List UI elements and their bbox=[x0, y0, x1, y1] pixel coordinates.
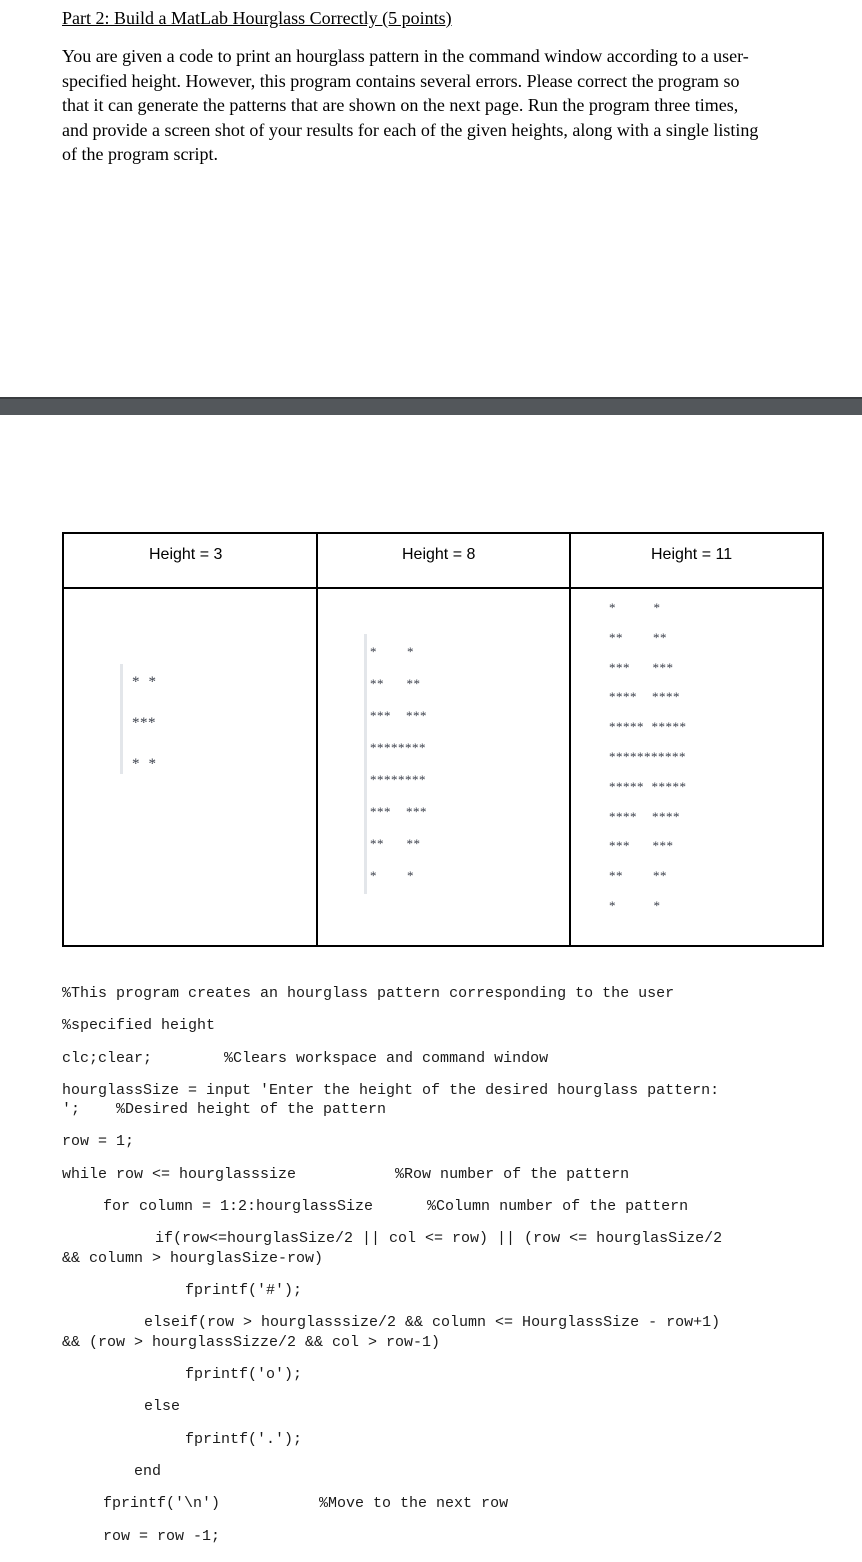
code-line: if(row<=hourglasSize/2 || col <= row) || (row <= hourglasSize/2 bbox=[155, 1230, 723, 1247]
code-line: end bbox=[134, 1463, 162, 1480]
table-column-divider bbox=[569, 534, 571, 945]
pattern-row: * * bbox=[609, 600, 661, 615]
intro-line: of the program script. bbox=[62, 144, 218, 164]
code-line: fprintf('#'); bbox=[185, 1282, 303, 1299]
table-header-height-11: Height = 11 bbox=[651, 546, 733, 563]
pattern-row: **** **** bbox=[609, 689, 680, 705]
code-line: else bbox=[144, 1398, 181, 1415]
code-line: fprintf('o'); bbox=[185, 1366, 303, 1383]
section-heading: Part 2: Build a MatLab Hourglass Correctly (5 points) bbox=[62, 8, 452, 28]
code-line: fprintf('\n') %Move to the next row bbox=[103, 1495, 509, 1512]
pattern-row: *** *** bbox=[370, 804, 427, 819]
code-line: %This program creates an hourglass pattern corresponding to the user bbox=[62, 985, 675, 1002]
code-line: && column > hourglasSize-row) bbox=[62, 1250, 324, 1267]
code-line: elseif(row > hourglasssize/2 && column <= HourglassSize - row+1) bbox=[144, 1314, 721, 1331]
pattern-row: *** *** bbox=[370, 708, 427, 723]
pattern-table bbox=[62, 532, 824, 947]
pattern-row: ******** bbox=[370, 740, 426, 755]
page-break-bar bbox=[0, 397, 862, 415]
pattern-row: * * bbox=[132, 674, 157, 690]
intro-line: and provide a screen shot of your results for each of the given heights, along with a single listing bbox=[62, 119, 759, 140]
table-header-divider bbox=[64, 587, 822, 589]
code-line: while row <= hourglasssize %Row number of the pattern bbox=[62, 1166, 630, 1183]
code-line: clc;clear; %Clears workspace and command window bbox=[62, 1050, 549, 1067]
intro-line: that it can generate the patterns that are shown on the next page. Run the program three times, bbox=[62, 95, 739, 115]
pattern-row: ** ** bbox=[370, 836, 421, 851]
table-header-height-8: Height = 8 bbox=[402, 546, 476, 563]
screenshot-edge bbox=[120, 664, 123, 774]
intro-line: You are given a code to print an hourglass pattern in the command window according to a user- bbox=[62, 46, 749, 66]
table-header-height-3: Height = 3 bbox=[149, 546, 223, 563]
code-line: && (row > hourglassSizze/2 && col > row-1) bbox=[62, 1334, 441, 1351]
pattern-row: ** ** bbox=[370, 676, 421, 691]
pattern-row: * * bbox=[370, 868, 414, 883]
pattern-row: *** *** bbox=[609, 659, 674, 675]
code-line: row = row -1; bbox=[103, 1528, 221, 1545]
pattern-row: ** ** bbox=[609, 629, 667, 645]
pattern-row: * * bbox=[609, 898, 661, 913]
code-line: %specified height bbox=[62, 1017, 216, 1034]
intro-paragraph bbox=[62, 44, 832, 167]
code-line: row = 1; bbox=[62, 1133, 135, 1150]
pattern-row: * * bbox=[132, 756, 157, 772]
intro-line: specified height. However, this program contains several errors. Please correct the program so bbox=[62, 70, 740, 91]
code-line: for column = 1:2:hourglassSize %Column number of the pattern bbox=[103, 1198, 689, 1215]
pattern-row: *********** bbox=[609, 749, 686, 764]
pattern-row: ******** bbox=[370, 772, 426, 787]
pattern-row: ***** ***** bbox=[609, 719, 687, 735]
code-line: '; %Desired height of the pattern bbox=[62, 1101, 387, 1118]
pattern-row: *** *** bbox=[609, 838, 674, 854]
pattern-row: *** bbox=[132, 715, 156, 731]
table-column-divider bbox=[316, 534, 318, 945]
code-line: hourglassSize = input 'Enter the height of the desired hourglass pattern: bbox=[62, 1082, 720, 1099]
screenshot-edge bbox=[364, 634, 367, 894]
pattern-row: * * bbox=[370, 644, 414, 659]
pattern-row: **** **** bbox=[609, 808, 680, 824]
pattern-row: ***** ***** bbox=[609, 778, 687, 794]
code-line: fprintf('.'); bbox=[185, 1431, 303, 1448]
pattern-row: ** ** bbox=[609, 868, 667, 884]
